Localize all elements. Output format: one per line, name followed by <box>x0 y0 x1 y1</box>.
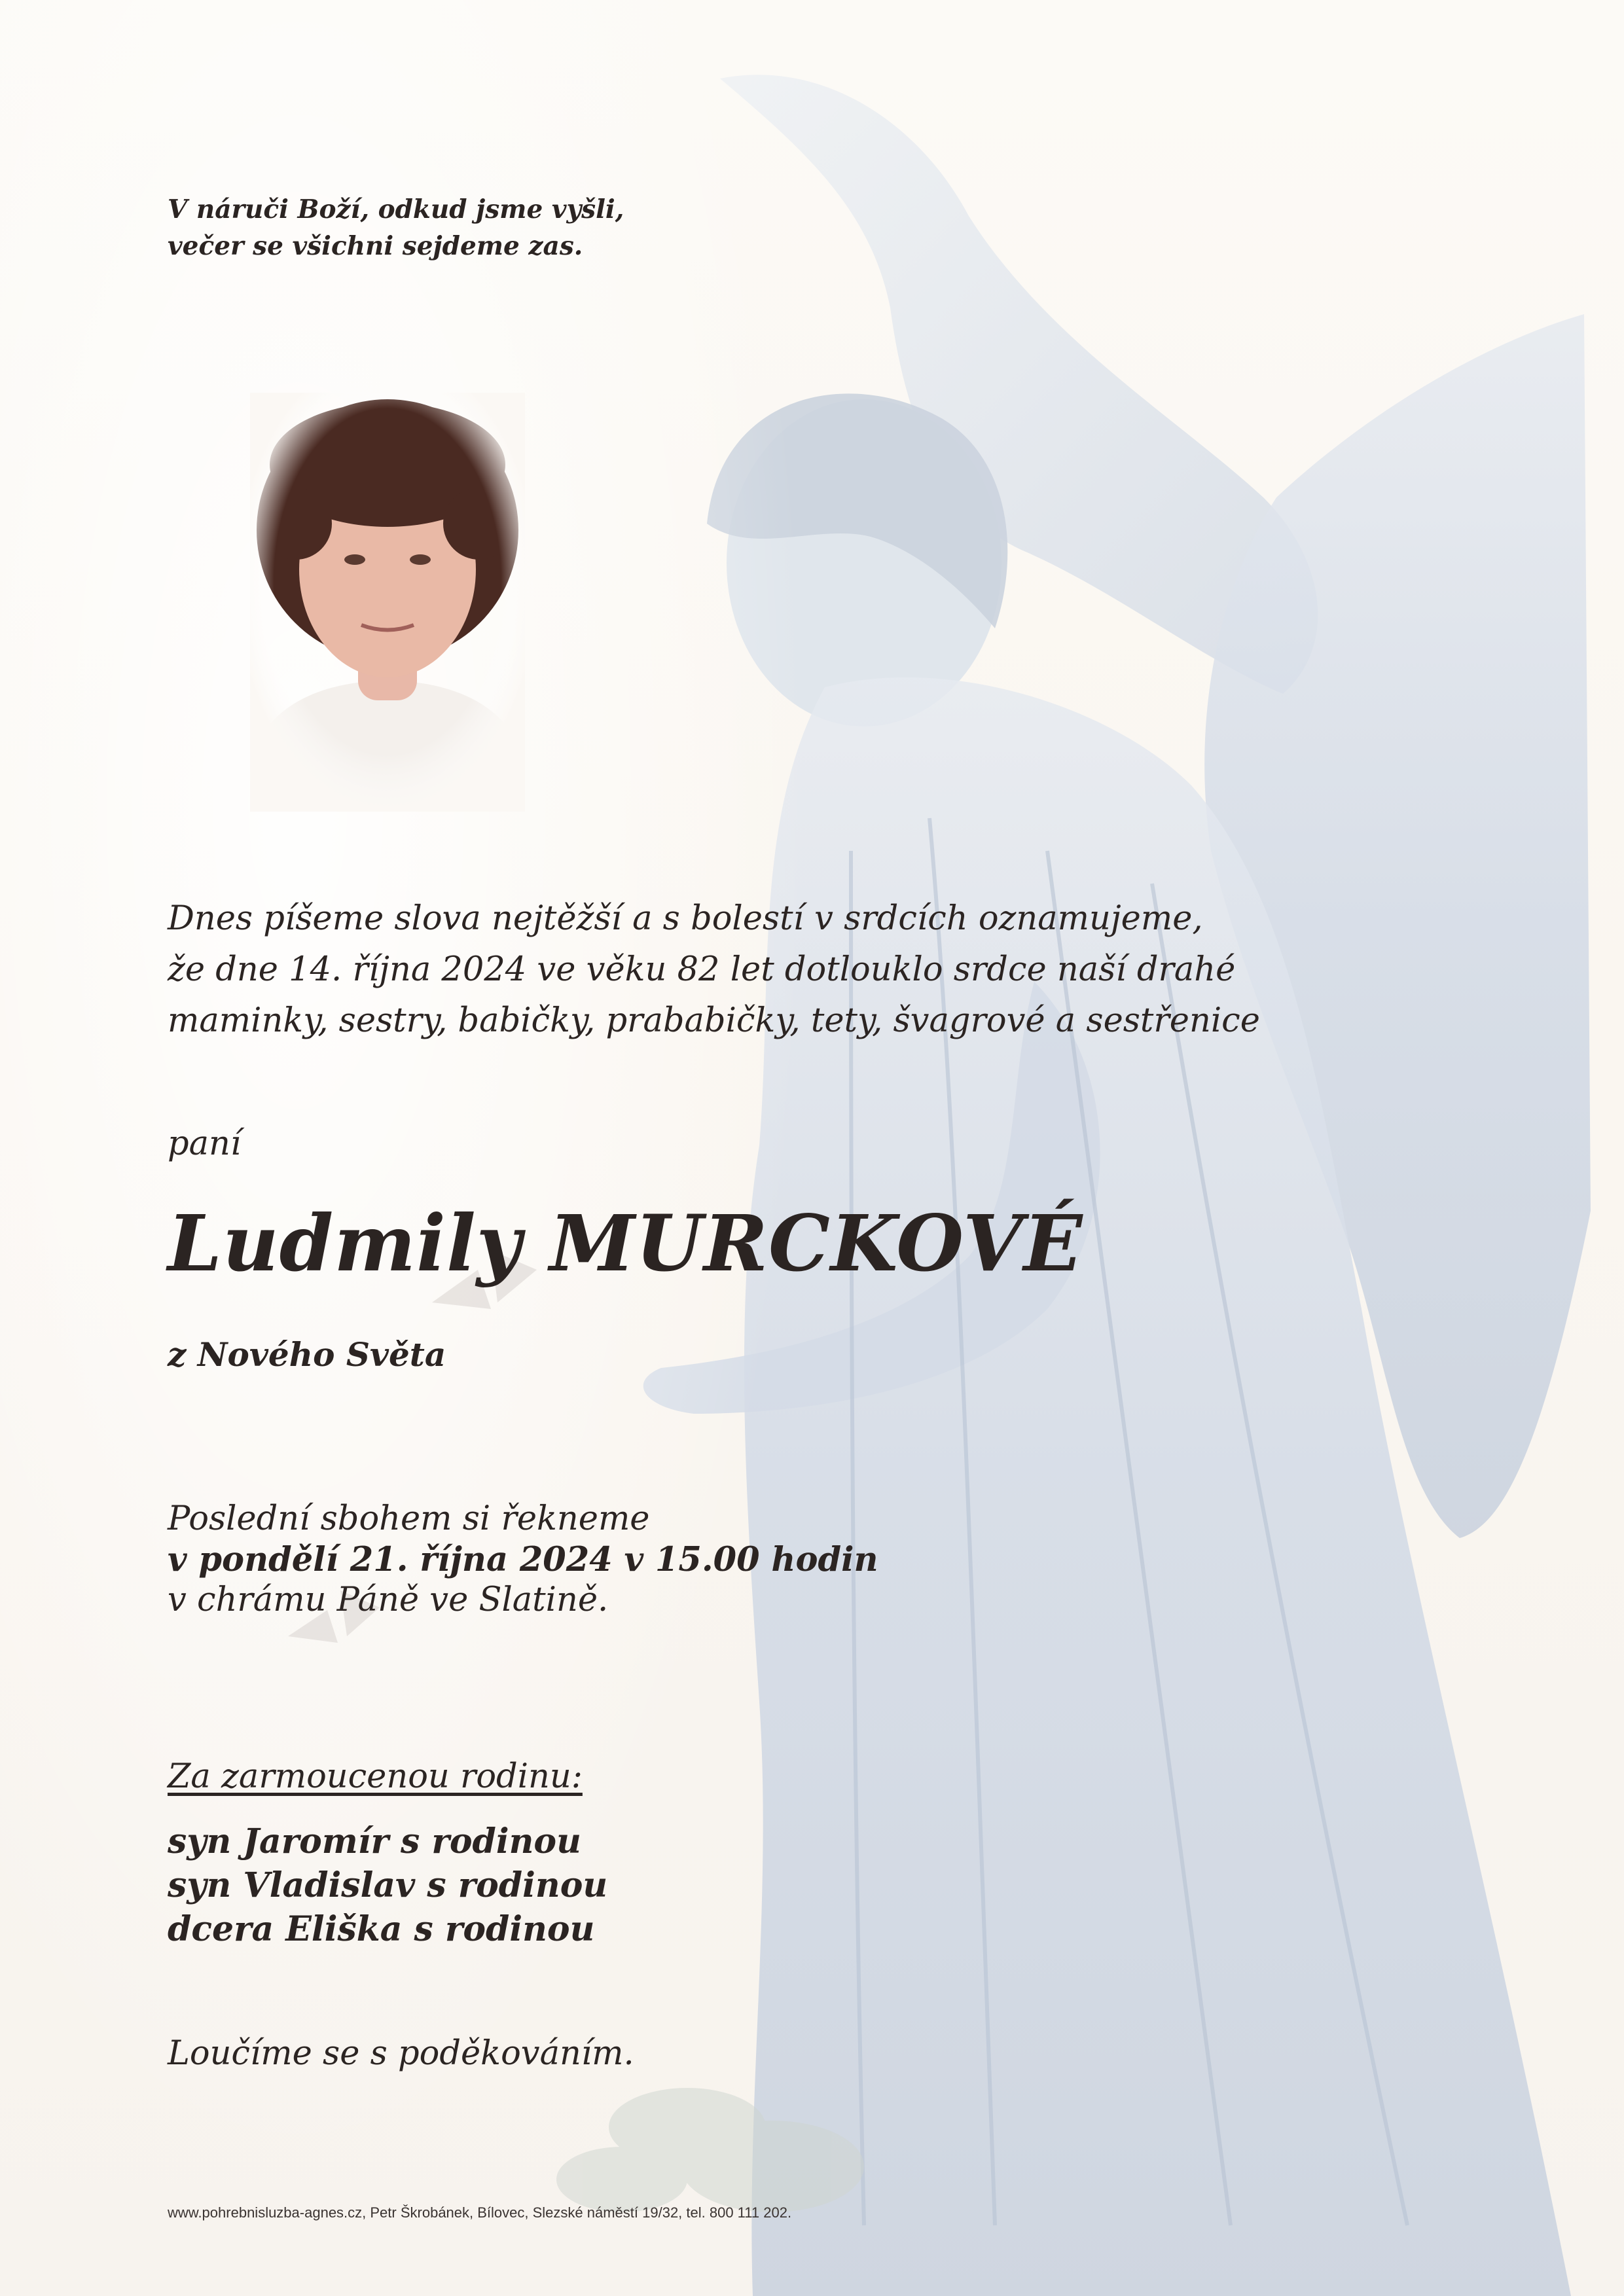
family-member: dcera Eliška s rodinou <box>168 1909 595 1949</box>
funeral-place: v chrámu Páně ve Slatině. <box>168 1581 609 1619</box>
announcement-line: že dne 14. října 2024 ve věku 82 let dotlouklo srdce naší drahé <box>168 950 1236 989</box>
funeral-line: Poslední sbohem si řekneme <box>168 1499 650 1538</box>
origin: z Nového Světa <box>168 1335 446 1374</box>
motto-line: V náruči Boží, odkud jsme vyšli, <box>168 194 624 224</box>
deceased-name: Ludmily MURCKOVÉ <box>168 1198 1083 1289</box>
announcement <box>168 893 1260 1047</box>
family-heading: Za zarmoucenou rodinu: <box>168 1757 583 1796</box>
closing: Loučíme se s poděkováním. <box>168 2034 634 2073</box>
family-member: syn Vladislav s rodinou <box>168 1865 608 1905</box>
footer-contact: www.pohrebnisluzba-agnes.cz, Petr Škrobánek, Bílovec, Slezské náměstí 19/32, tel. 800 111 202. <box>168 2204 792 2221</box>
funeral-details <box>168 1499 878 1621</box>
motto <box>168 191 624 264</box>
family-list <box>168 1820 607 1951</box>
announcement-line: maminky, sestry, babičky, prababičky, tety, švagrové a sestřenice <box>168 1001 1260 1040</box>
salutation: paní <box>168 1124 242 1163</box>
family-member: syn Jaromír s rodinou <box>168 1821 581 1861</box>
motto-line: večer se všichni sejdeme zas. <box>168 231 583 261</box>
portrait-photo <box>250 393 525 812</box>
announcement-line: Dnes píšeme slova nejtěžší a s bolestí v srdcích oznamujeme, <box>168 899 1203 938</box>
funeral-date-time: v pondělí 21. října 2024 v 15.00 hodin <box>168 1540 878 1579</box>
